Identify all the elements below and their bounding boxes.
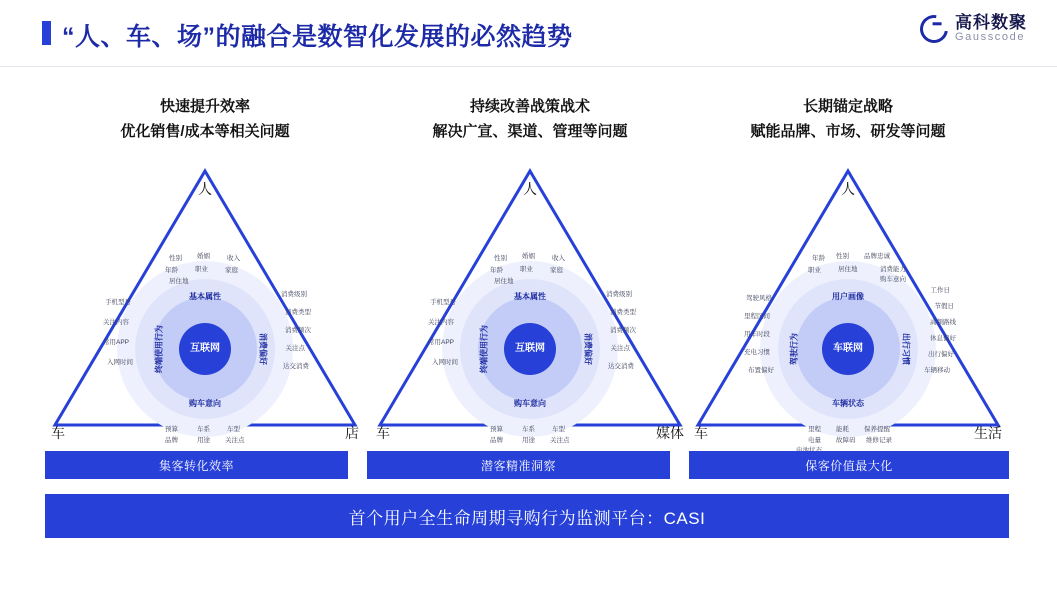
tag-t2-b: 婚姻 — [522, 253, 535, 260]
ring-label-top-3: 用户画像 — [832, 292, 864, 301]
tag-b3-b: 能耗 — [836, 425, 849, 433]
tag-t3-d: 职业 — [808, 267, 821, 274]
tag-b2-f: 关注点 — [550, 436, 570, 444]
tag-r3-b: 节假日 — [934, 303, 954, 310]
ring-label-right-3: 出行习惯 — [901, 333, 911, 365]
tag-b2-d: 品牌 — [490, 436, 503, 444]
tag-r3-a: 工作日 — [930, 287, 950, 294]
tag-b1-e: 用途 — [197, 436, 210, 444]
tag-t2-e: 职业 — [520, 266, 533, 273]
tag-r1-a: 消费级别 — [281, 291, 307, 298]
page-header — [0, 0, 1057, 66]
brand-logo — [920, 14, 1027, 43]
tag-b3-d: 电量 — [808, 436, 821, 444]
tag-t3-a: 年龄 — [812, 255, 825, 262]
tag-r1-e: 达交消费 — [283, 363, 309, 370]
tag-l3-b: 里程区间 — [744, 313, 770, 320]
ring-core-2: 互联网 — [504, 323, 556, 375]
ring-label-right-1: 消费偏好 — [258, 333, 268, 365]
diagram-column-1 — [45, 95, 365, 455]
tag-l1-a: 手机型号 — [105, 299, 131, 306]
tag-l2-b: 关注内容 — [428, 319, 454, 326]
triangle-3-vertex-left: 车 — [694, 425, 708, 441]
ring-label-right-2: 消费偏好 — [583, 333, 593, 365]
tag-b1-f: 关注点 — [225, 436, 245, 444]
tag-r2-a: 消费级别 — [606, 291, 632, 298]
column-2-triangle — [370, 153, 690, 443]
tag-t3-e: 居住地 — [838, 266, 858, 273]
subbar-3: 保客价值最大化 — [689, 451, 1009, 479]
tag-r2-d: 关注点 — [610, 345, 630, 352]
column-3-heading — [688, 95, 1008, 145]
ring-label-top-1: 基本属性 — [189, 292, 221, 301]
logo-mark-icon — [915, 9, 954, 48]
triangle-2-vertex-top: 人 — [523, 181, 537, 197]
tag-t1-g: 居住地 — [169, 278, 189, 285]
page-title: “人、车、场”的融合是数智化发展的必然趋势 — [62, 23, 573, 51]
column-2-heading — [370, 95, 690, 145]
logo-text — [955, 14, 1027, 43]
triangle-2-vertex-left: 车 — [376, 425, 390, 441]
tag-b2-b: 车系 — [522, 425, 535, 433]
ring-label-top-2: 基本属性 — [514, 292, 546, 301]
column-2-heading-line1: 持续改善战策战术 — [469, 98, 590, 115]
ring-label-bottom-3: 车辆状态 — [832, 399, 864, 408]
tag-l3-e: 布置偏好 — [748, 367, 774, 374]
tag-t2-d: 年龄 — [490, 267, 503, 274]
tag-l3-c: 用车时段 — [744, 331, 770, 338]
logo-name-cn: 高科数聚 — [955, 13, 1027, 32]
tag-t1-b: 婚姻 — [197, 253, 210, 260]
triangle-2-circles — [428, 253, 636, 444]
ring-label-bottom-2: 购车意向 — [514, 399, 546, 408]
tag-b1-c: 车型 — [227, 425, 240, 433]
column-1-heading-line1: 快速提升效率 — [159, 98, 250, 115]
ring-label-bottom-1: 购车意向 — [189, 399, 221, 408]
triangle-1-vertex-left: 车 — [51, 425, 65, 441]
diagram-column-3 — [688, 95, 1008, 455]
tag-b3-f: 维修记录 — [866, 436, 892, 444]
ring-core-1: 互联网 — [179, 323, 231, 375]
triangle-2-vertex-right: 媒体 — [656, 425, 684, 441]
tag-r2-b: 消费类型 — [610, 309, 636, 316]
triangle-3-circles — [744, 253, 956, 444]
column-1-heading-line2: 优化销售/成本等相关问题 — [120, 122, 290, 140]
tag-t1-a: 性别 — [169, 255, 182, 262]
tag-t1-f: 家庭 — [225, 267, 238, 274]
triangle-1-vertex-right: 店 — [345, 425, 359, 441]
tag-b2-e: 用途 — [522, 436, 535, 444]
tag-r3-f: 车辆移动 — [924, 367, 950, 374]
tag-l2-a: 手机型号 — [430, 299, 456, 306]
header-divider — [0, 66, 1057, 67]
tag-r3-c: 高频路线 — [930, 319, 956, 326]
tag-r2-e: 达交消费 — [608, 363, 634, 370]
tag-l1-c: 常用APP — [103, 339, 130, 346]
column-3-heading-line2: 赋能品牌、市场、研发等问题 — [750, 122, 946, 140]
tag-t2-c: 收入 — [552, 255, 565, 262]
triangle-1-vertex-top: 人 — [198, 181, 212, 197]
tag-t3-f: 消费能力 — [880, 266, 906, 273]
tag-t3-g: 购车意向 — [880, 276, 906, 283]
tag-r3-d: 休息偏好 — [930, 335, 956, 342]
platform-banner: 首个用户全生命周期寻购行为监测平台：CASI — [45, 494, 1009, 538]
tag-t2-f: 家庭 — [550, 267, 563, 274]
tag-t3-c: 品牌忠诚 — [864, 253, 890, 260]
title-accent-bar — [42, 21, 51, 45]
tag-t1-c: 收入 — [227, 255, 240, 262]
ring-label-left-1: 终端使用行为 — [154, 325, 164, 373]
tag-l3-d: 充电习惯 — [744, 349, 770, 356]
tag-r1-b: 消费类型 — [285, 309, 311, 316]
tag-l1-d: 入网时间 — [107, 359, 133, 366]
tag-t1-d: 年龄 — [165, 267, 178, 274]
tag-r1-d: 关注点 — [285, 345, 305, 352]
triangle-3-vertex-top: 人 — [841, 181, 855, 197]
tag-b2-c: 车型 — [552, 425, 565, 433]
triangle-1-circles — [103, 253, 311, 444]
tag-b3-e: 故障码 — [836, 436, 856, 444]
tag-t2-g: 居住地 — [494, 278, 514, 285]
tag-l2-c: 常用APP — [428, 339, 455, 346]
diagram-column-2 — [370, 95, 690, 455]
tag-b1-a: 预算 — [165, 425, 178, 433]
subbar-2: 潜客精准洞察 — [367, 451, 670, 479]
tag-t2-a: 性别 — [494, 255, 507, 262]
column-1-triangle — [45, 153, 365, 443]
tag-r3-e: 出行偏好 — [928, 351, 954, 358]
tag-l2-d: 入网时间 — [432, 359, 458, 366]
tag-b1-b: 车系 — [197, 425, 210, 433]
column-3-heading-line1: 长期锚定战略 — [802, 98, 893, 115]
tag-b3-c: 保养提醒 — [864, 425, 890, 433]
tag-r1-c: 消费频次 — [285, 327, 311, 334]
tag-l3-a: 驾驶风格 — [746, 295, 772, 302]
tag-l1-b: 关注内容 — [103, 319, 129, 326]
logo-name-en: Gausscode — [955, 30, 1026, 43]
tag-r2-c: 消费频次 — [610, 327, 636, 334]
ring-core-3: 车联网 — [822, 323, 874, 375]
ring-label-left-3: 驾驶行为 — [789, 333, 799, 365]
column-1-heading — [45, 95, 365, 145]
tag-b1-d: 品牌 — [165, 436, 178, 444]
tag-t1-e: 职业 — [195, 266, 208, 273]
ring-label-left-2: 终端使用行为 — [479, 325, 489, 373]
tag-b2-a: 预算 — [490, 425, 503, 433]
tag-b3-a: 里程 — [808, 425, 821, 433]
tag-t3-b: 性别 — [836, 253, 849, 260]
triangle-3-vertex-right: 生活 — [974, 425, 1002, 441]
column-2-heading-line2: 解决广宣、渠道、管理等问题 — [432, 122, 628, 140]
subbar-1: 集客转化效率 — [45, 451, 348, 479]
column-3-triangle — [688, 153, 1008, 443]
